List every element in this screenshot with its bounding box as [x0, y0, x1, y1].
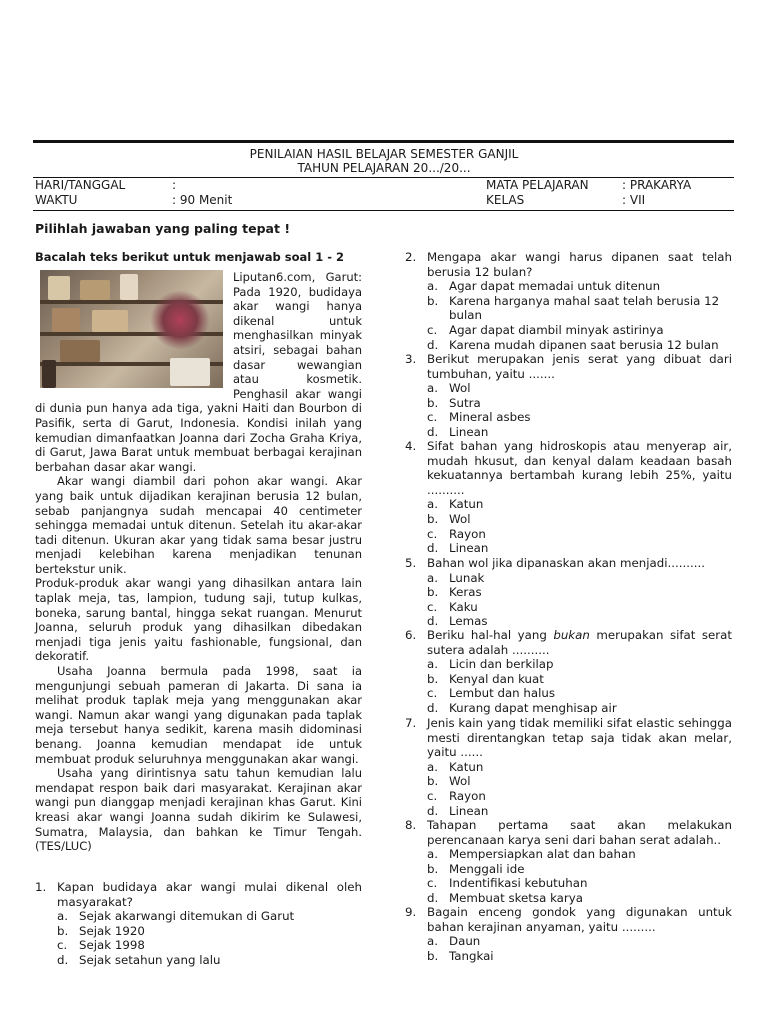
option-a[interactable]: a. Mempersiapkan alat dan bahan — [427, 847, 636, 862]
option-d[interactable]: d. Linean — [427, 803, 489, 818]
passage-paragraph-2: Akar wangi diambil dari pohon akar wangi. Akar yang baik untuk dijadikan kerajinan berusia 12 bulan, sebab panjangnya sudah mencapai 40 centimeter sehingga memadai untuk ditenun. Setelah itu akar-akar tadi ditenun. Ukuran akar yang tidak sama besar justru menjadi kelebihan karena menjadikan tenunan bertekstur unik. — [35, 474, 362, 576]
hari-label: HARI/TANGGAL — [35, 178, 126, 192]
option-a[interactable]: a. Wol — [427, 381, 471, 396]
option-a[interactable]: a. Sejak akarwangi ditemukan di Garut — [57, 909, 295, 924]
passage-heading: Bacalah teks berikut untuk menjawab soal 1 - 2 — [35, 250, 345, 264]
passage-paragraph-3: Produk-produk akar wangi yang dihasilkan antara lain taplak meja, tas, lampion, tudung saji, tutup kulkas, boneka, sarung bantal, hingga sekat ruangan. Menurut Joanna, seluruh produk yang dihasilkan dibedakan menjadi tiga jenis yaitu fashionable, fungsional, dan dekoratif. — [35, 576, 362, 664]
question-stem: Kapan budidaya akar wangi mulai dikenal oleh masyarakat? — [57, 880, 362, 909]
question-7: 7. Jenis kain yang tidak memiliki sifat elastic sehingga mesti direntangkan tetap saja tidak akan melar, yaitu ...... a. Katun b. Wol c. Rayon d. Linean — [405, 716, 732, 818]
reading-passage — [35, 270, 362, 854]
option-b[interactable]: b. Keras — [427, 585, 482, 600]
exam-title: PENILAIAN HASIL BELAJAR SEMESTER GANJIL — [249, 147, 519, 161]
option-b[interactable]: b. Sejak 1920 — [57, 923, 145, 938]
question-stem: Bagain enceng gondok yang digunakan untuk bahan kerajinan anyaman, yaitu ......... — [427, 905, 732, 934]
question-9: 9. Bagain enceng gondok yang digunakan untuk bahan kerajinan anyaman, yaitu ......... a. Daun b. Tangkai — [405, 905, 732, 963]
waktu-value: : 90 Menit — [172, 193, 233, 207]
question-stem: Bahan wol jika dipanaskan akan menjadi.......... — [427, 556, 706, 570]
option-b[interactable]: b. Menggali ide — [427, 861, 525, 876]
kelas-label: KELAS — [486, 193, 525, 207]
option-d[interactable]: d. Linean — [427, 541, 489, 556]
option-a[interactable]: a. Daun — [427, 934, 481, 949]
question-number: 1. — [35, 880, 47, 894]
kelas-value: : VII — [622, 193, 646, 207]
option-d[interactable]: d. Kurang dapat menghisap air — [427, 700, 617, 715]
waktu-label: WAKTU — [35, 193, 78, 207]
question-stem: Tahapan pertama saat akan melakukan perencanaan karya seni dari bahan serat adalah.. — [427, 818, 732, 847]
option-d[interactable]: d. Linean — [427, 424, 489, 439]
header-bottom-rule — [33, 210, 734, 211]
mapel-value: : PRAKARYA — [622, 178, 692, 192]
question-stem: Jenis kain yang tidak memiliki sifat elastic sehingga mesti direntangkan tetap saja tidak akan melar, yaitu ...... — [427, 716, 732, 760]
option-b[interactable]: b. Sutra — [427, 395, 481, 410]
option-c[interactable]: c. Mineral asbes — [427, 410, 531, 425]
question-8: 8. Tahapan pertama saat akan melakukan perencanaan karya seni dari bahan serat adalah.. a. Mempersiapkan alat dan bahan b. Menggali ide c. Indentifikasi kebutuhan d. Membuat sketsa karya — [405, 818, 732, 905]
option-c[interactable]: c. Indentifikasi kebutuhan — [427, 876, 588, 891]
question-stem: Mengapa akar wangi harus dipanen saat telah berusia 12 bulan? — [427, 250, 732, 279]
passage-paragraph-5: Usaha yang dirintisnya satu tahun kemudian lalu mendapat respon baik dari masyarakat. Kerajinan akar wangi pun dianggap menjadi kerajinan khas Garut. Kini kreasi akar wangi Joanna sudah dikirim ke Sulawesi, Sumatra, Malaysia, dan bahkan ke Timur Tengah.(TES/LUC) — [35, 766, 362, 854]
option-a[interactable]: a. Katun — [427, 759, 484, 774]
question-stem: Berikut merupakan jenis serat yang dibuat dari tumbuhan, yaitu ....... — [427, 352, 732, 381]
instruction: Pilihlah jawaban yang paling tepat ! — [35, 221, 291, 236]
option-a[interactable]: a. Lunak — [427, 570, 485, 585]
question-1 — [35, 880, 362, 968]
option-c[interactable]: c. Rayon — [427, 788, 486, 803]
option-c[interactable]: c. Kaku — [427, 599, 478, 614]
handicraft-photo — [40, 270, 223, 388]
option-d[interactable]: d. Karena mudah dipanen saat berusia 12 bulan — [427, 337, 719, 352]
mapel-label: MATA PELAJARAN — [486, 178, 589, 192]
question-5: 5. Bahan wol jika dipanaskan akan menjadi.......... a. Lunak b. Keras c. Kaku d. Lemas — [405, 556, 732, 629]
option-b[interactable]: b. Tangkai — [427, 948, 494, 963]
top-rule — [33, 140, 734, 143]
option-b[interactable]: b. Wol — [427, 511, 471, 526]
option-a[interactable]: a. Agar dapat memadai untuk ditenun — [427, 279, 661, 294]
option-b[interactable]: b. Karena harganya mahal saat telah berusia 12 bulan — [427, 293, 720, 323]
hari-value: : — [172, 178, 177, 192]
option-c[interactable]: c. Rayon — [427, 526, 486, 541]
option-d[interactable]: d. Lemas — [427, 614, 488, 629]
option-a[interactable]: a. Licin dan berkilap — [427, 657, 554, 672]
exam-year: TAHUN PELAJARAN 20.../20... — [297, 161, 471, 175]
option-d[interactable]: d. Membuat sketsa karya — [427, 890, 583, 905]
option-a[interactable]: a. Katun — [427, 497, 484, 512]
option-c[interactable]: c. Agar dapat diambil minyak astirinya — [427, 322, 664, 337]
option-d[interactable]: d. Sejak setahun yang lalu — [57, 952, 221, 967]
passage-paragraph-1: Liputan6.com, Garut: Pada 1920, budidaya akar wangi hanya dikenal untuk menghasilkan minyak atsiri, sebagai bahan dasar wewangian atau kosmetik. Penghasil akar wangi di dunia pun hanya ada tiga, yakni Haiti dan Bourbon di Pasifik, serta di Garut, Indonesia. Kondisi inilah yang kemudian dimanfaatkan Joanna dari Zocha Graha Kriya, di Garut, Jawa Barat untuk membuat berbagai kerajinan berbahan dasar akar wangi. — [35, 270, 362, 474]
option-b[interactable]: b. Wol — [427, 774, 471, 789]
question-3: 3. Berikut merupakan jenis serat yang dibuat dari tumbuhan, yaitu ....... a. Wol b. Sutra c. Mineral asbes d. Linean — [405, 352, 732, 439]
option-c[interactable]: c. Lembut dan halus — [427, 686, 556, 701]
passage-paragraph-4: Usaha Joanna bermula pada 1998, saat ia mengunjungi sebuah pameran di Jakarta. Di sana ia melihat produk taplak meja yang menggunakan akar wangi. Namun akar wangi yang digunakan pada taplak meja tersebut hanya sedikit, karena masih didominasi benang. Joanna kemudian mendapat ide untuk membuat produk seluruhnya menggunakan akar wangi. — [35, 664, 362, 766]
option-b[interactable]: b. Kenyal dan kuat — [427, 671, 544, 686]
option-c[interactable]: c. Sejak 1998 — [57, 938, 145, 953]
question-stem: Sifat bahan yang hidroskopis atau menyerap air, mudah hkusut, dan kenyal dalam keadaan basah kekuatannya bertambah kurang lebih 25%, yaitu .......... — [427, 439, 732, 497]
question-2: 2. Mengapa akar wangi harus dipanen saat telah berusia 12 bulan? a. Agar dapat memadai untuk ditenun b. Karena harganya mahal saat telah berusia 12 bulan c. Agar dapat diambil minyak astirinya d. Karena mudah dipanen saat berusia 12 bulan — [405, 250, 732, 352]
question-4: 4. Sifat bahan yang hidroskopis atau menyerap air, mudah hkusut, dan kenyal dalam keadaan basah kekuatannya bertambah kurang lebih 25%, yaitu .......... a. Katun b. Wol c. Rayon d. Linean — [405, 439, 732, 556]
question-6: 6. Beriku hal-hal yang bukan merupakan sifat serat sutera adalah .......... a. Licin dan berkilap b. Kenyal dan kuat c. Lembut dan halus d. Kurang dapat menghisap air — [405, 628, 732, 715]
question-stem: Beriku hal-hal yang bukan merupakan sifat serat sutera adalah .......... — [427, 628, 732, 657]
